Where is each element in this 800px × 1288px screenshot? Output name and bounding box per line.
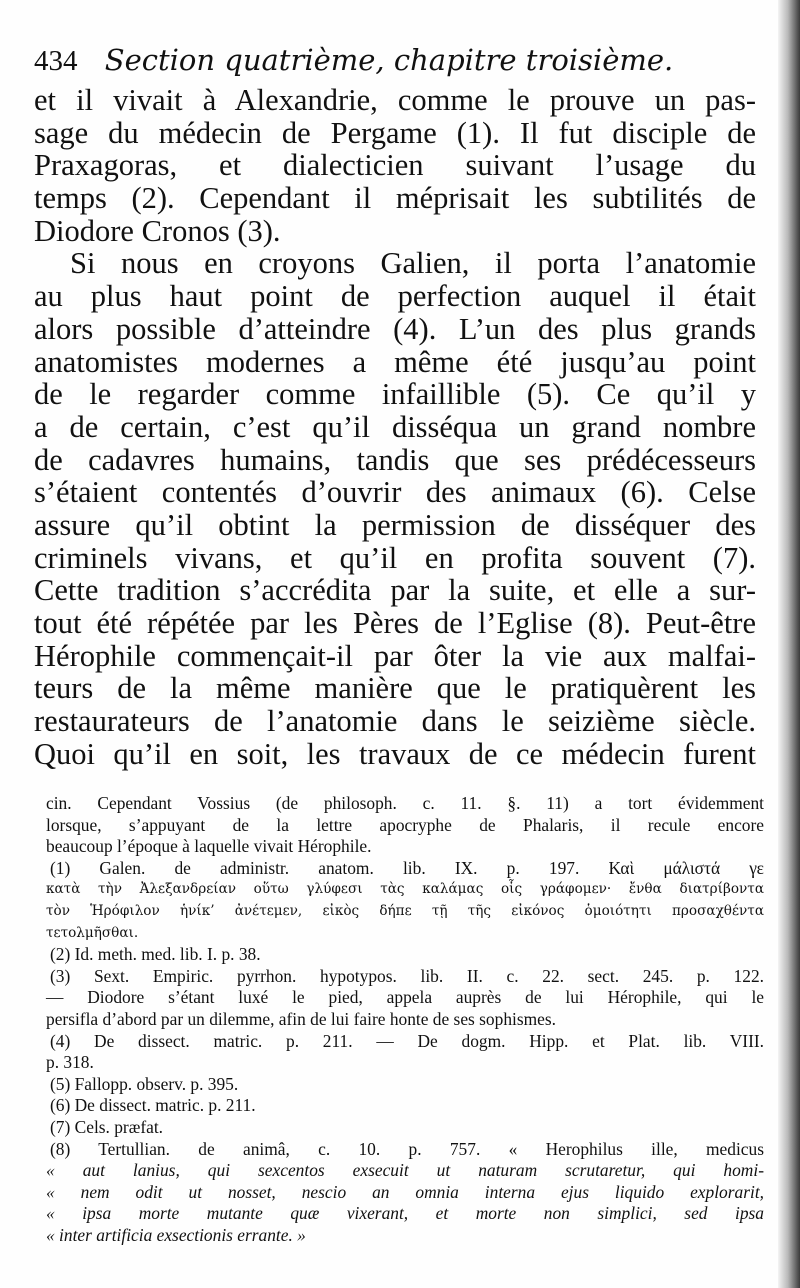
body-line: Diodore Cronos (3). (34, 213, 281, 248)
body-line: alors possible d’atteindre (4). L’un des plus grands (34, 311, 756, 346)
footnote-5: (5) Fallopp. observ. p. 395. (50, 1073, 239, 1094)
page-header (34, 42, 734, 79)
page-gutter-shadow (778, 0, 800, 1288)
body-line: criminels vivans, et qu’il en profita souvent (7). (34, 540, 756, 575)
footnote-1-greek: τετολμῆσθαι. (46, 924, 139, 941)
body-line: a de certain, c’est qu’il disséqua un grand nombre (34, 409, 756, 444)
body-line: et il vivait à Alexandrie, comme le prouve un pas- (34, 83, 756, 117)
footnote-8-quote: « ipsa morte mutante quæ vixerant, et morte non simplici, sed ipsa (46, 1203, 764, 1224)
footnote-continuation-line: lorsque, s’appuyant de la lettre apocryphe de Phalaris, il recule encore (46, 814, 764, 835)
body-line: teurs de la même manière que le pratiquèrent les (34, 671, 756, 706)
body-line: Hérophile commençait-il par ôter la vie aux malfai- (34, 638, 756, 673)
footnote-1: (1) Galen. de administr. anatom. lib. IX. p. 197. Καὶ μάλιστά γε (50, 857, 764, 878)
footnote-3-text: persifla d’abord par un dilemme, afin de lui faire honte de ses sophismes. (46, 1008, 556, 1029)
footnote-8-quote: « nem odit ut nosset, nescio an omnia interna ejus liquido explorarit, (46, 1181, 764, 1202)
body-line: assure qu’il obtint la permission de disséquer des (34, 507, 756, 542)
footnote-1-greek: κατὰ τὴν Ἀλεξανδρείαν οὕτω γλύφεσι τὰς καλάμας οἷς γράφομεν· ἔνθα διατρίβοντα (46, 881, 764, 898)
main-text (34, 84, 756, 770)
body-line: tout été répétée par les Pères de l’Eglise (8). Peut-être (34, 606, 756, 640)
body-line: Si nous en croyons Galien, il porta l’anatomie (70, 246, 756, 281)
footnote-8-quote: « aut lanius, qui sexcentos exsecuit ut naturam scrutaretur, qui homi- (46, 1160, 764, 1181)
page-number: 434 (34, 45, 78, 77)
body-line: s’étaient contentés d’ouvrir des animaux (6). Celse (34, 475, 756, 510)
running-title: Section quatrième, chapitre troisième. (104, 43, 674, 77)
footnote-continuation-line: beaucoup l’époque à laquelle vivait Hérophile. (46, 836, 372, 857)
footnote-6: (6) De dissect. matric. p. 211. (50, 1095, 256, 1116)
footnote-7: (7) Cels. præfat. (50, 1116, 164, 1137)
body-line: Praxagoras, et dialecticien suivant l’usage du (34, 148, 756, 183)
footnote-1-greek: τὸν Ἡρόφιλον ἡνίκ’ ἀνέτεμεν, εἰκὸς δήπε τῇ τῆς εἰκόνος ὁμοιότητι προσαχθέντα (46, 902, 764, 919)
body-line: restaurateurs de l’anatomie dans le seizième siècle. (34, 704, 756, 739)
body-line: sage du médecin de Pergame (1). Il fut disciple de (34, 115, 756, 150)
footnote-4-text: p. 318. (46, 1052, 94, 1073)
body-line: Quoi qu’il en soit, les travaux de ce médecin furent (34, 736, 756, 771)
footnote-4: (4) De dissect. matric. p. 211. — De dogm. Hipp. et Plat. lib. VIII. (50, 1030, 764, 1051)
body-line: temps (2). Cependant il méprisait les subtilités de (34, 181, 756, 216)
body-line: de cadavres humains, tandis que ses prédécesseurs (34, 442, 756, 477)
footnote-continuation-line: cin. Cependant Vossius (de philosoph. c. 11. §. 11) a tort évidemment (46, 793, 764, 813)
footnotes (46, 793, 764, 1246)
body-line: Cette tradition s’accrédita par la suite, et elle a sur- (34, 573, 756, 608)
body-line: au plus haut point de perfection auquel il était (34, 279, 756, 314)
body-line: de le regarder comme infaillible (5). Ce qu’il y (34, 377, 756, 412)
footnote-3: (3) Sext. Empiric. pyrrhon. hypotypos. lib. II. c. 22. sect. 245. p. 122. (50, 965, 764, 986)
footnote-2: (2) Id. meth. med. lib. I. p. 38. (50, 944, 261, 965)
body-line: anatomistes modernes a même été jusqu’au point (34, 344, 756, 379)
footnote-8-quote: « inter artificia exsectionis errante. » (46, 1224, 306, 1245)
footnote-3-text: — Diodore s’étant luxé le pied, appela auprès de lui Hérophile, qui le (46, 987, 764, 1008)
footnote-8: (8) Tertullian. de animâ, c. 10. p. 757. « Herophilus ille, medicus (50, 1138, 764, 1159)
